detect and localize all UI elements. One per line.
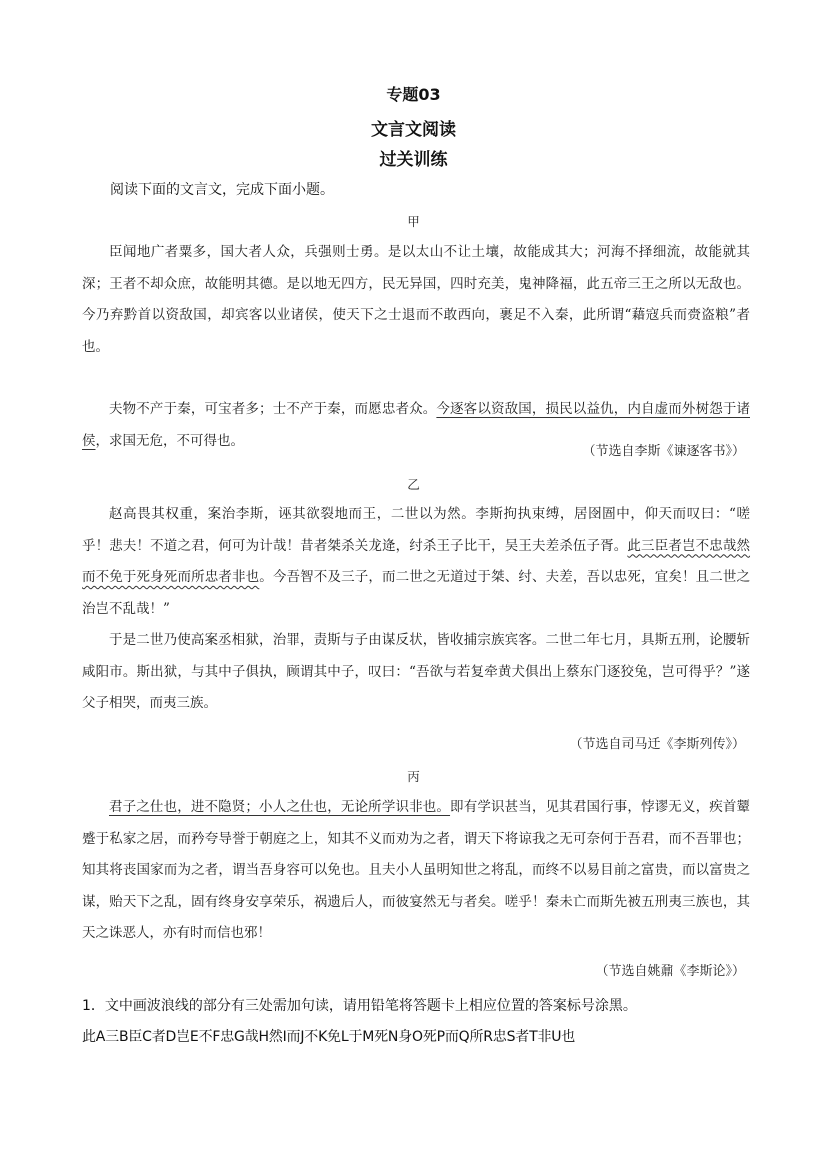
passage-yi-text: 。今吾智不及三子，而二世之无道过于桀、纣、夫差，吾以忠死，宜矣！且二世之治岂不乱哉！” (82, 569, 751, 617)
passage-jia-text: ，求国无危，不可得也。 (95, 432, 244, 449)
wavy-underlined-sentence: 此三臣者岂不忠哉然而不免于死身死而所忠者非也 (82, 537, 751, 585)
question-1-options: 此A三B臣C者D岂E不F忠G哉H然I而J不K免L于M死N身O死P而Q所R忠S者T非U也 (82, 1029, 576, 1045)
topic-heading: 专题03 (386, 85, 441, 104)
passage-jia-source: （节选自李斯《谏逐客书》） (582, 444, 745, 459)
passage-yi-source: （节选自司马迁《李斯列传》） (569, 737, 745, 752)
passage-jia-label: 甲 (407, 214, 420, 229)
passage-bing-label: 丙 (407, 769, 420, 784)
passage-bing-text: 即有学识甚当，见其君国行事，悖谬无义，疾首颦蹙于私家之居，而矜夸导誉于朝庭之上，知其不义而劝为之者，谓天下将谅我之无可奈何于吾君，而不吾罪也；知其将丧国家而为之者，谓当吾身容可以免也。且夫小人虽明知世之将乱，而终不以易目前之富贵，而以富贵之谋，贻天下之乱，固有终身安享荣乐，祸遗后人，而彼宴然无与者矣。嗟乎！秦未亡而斯先被五刑夷三族也，其天之诛恶人，亦有时而信也邪！ (82, 799, 751, 941)
page-title: 文言文阅读 (371, 120, 456, 140)
passage-bing-source: （节选自姚鼐《李斯论》） (595, 964, 745, 979)
underlined-sentence: 今逐客以资敌国，损民以益仇，内自虚而外树怨于诸侯 (82, 401, 750, 449)
passage-jia-text: 夫物不产于秦，可宝者多；士不产于秦，而愿忠者众。 (109, 401, 437, 417)
passage-yi-paragraph-2: 于是二世乃使高案丞相狱，治罪，责斯与子由谋反状，皆收捕宗族宾客。二世二年七月，具斯五刑，论腰斩咸阳市。斯出狱，与其中子俱执，顾谓其中子，叹曰：“吾欲与若复牵黄犬俱出上蔡东门逐狡兔，岂可得乎？”遂父子相哭，而夷三族。 (82, 632, 750, 711)
passage-yi-paragraph-1 (82, 499, 750, 625)
passage-yi-text: 赵高畏其权重，案治李斯，诬其欲裂地而王，二世以为然。李斯拘执束缚，居囹圄中，仰天而叹曰：“嗟乎！悲夫！不道之君，何可为计哉！昔者桀杀关龙逄，纣杀王子比干，吴王夫差杀伍子胥。 (82, 506, 750, 554)
passage-jia-paragraph-1: 臣闻地广者粟多，国大者人众，兵强则士勇。是以太山不让土壤，故能成其大；河海不择细流，故能就其深；王者不却众庶，故能明其德。是以地无四方，民无异国，四时充美，鬼神降福，此五帝三王之所以无敌也。今乃弃黔首以资敌国，却宾客以业诸侯，使天下之士退而不敢西向，裹足不入秦，此所谓“藉寇兵而赍盗粮”者也。 (82, 244, 750, 355)
passage-yi-label: 乙 (407, 477, 420, 492)
underlined-sentence: 君子之仕也，进不隐贤；小人之仕也，无论所学识非也。 (109, 799, 451, 815)
question-1: 1．文中画波浪线的部分有三处需加句读，请用铅笔将答题卡上相应位置的答案标号涂黑。 (82, 998, 637, 1014)
instruction-text: 阅读下面的文言文，完成下面小题。 (110, 182, 334, 198)
passage-bing-paragraph-1 (82, 792, 750, 950)
page-subtitle: 过关训练 (379, 150, 448, 170)
